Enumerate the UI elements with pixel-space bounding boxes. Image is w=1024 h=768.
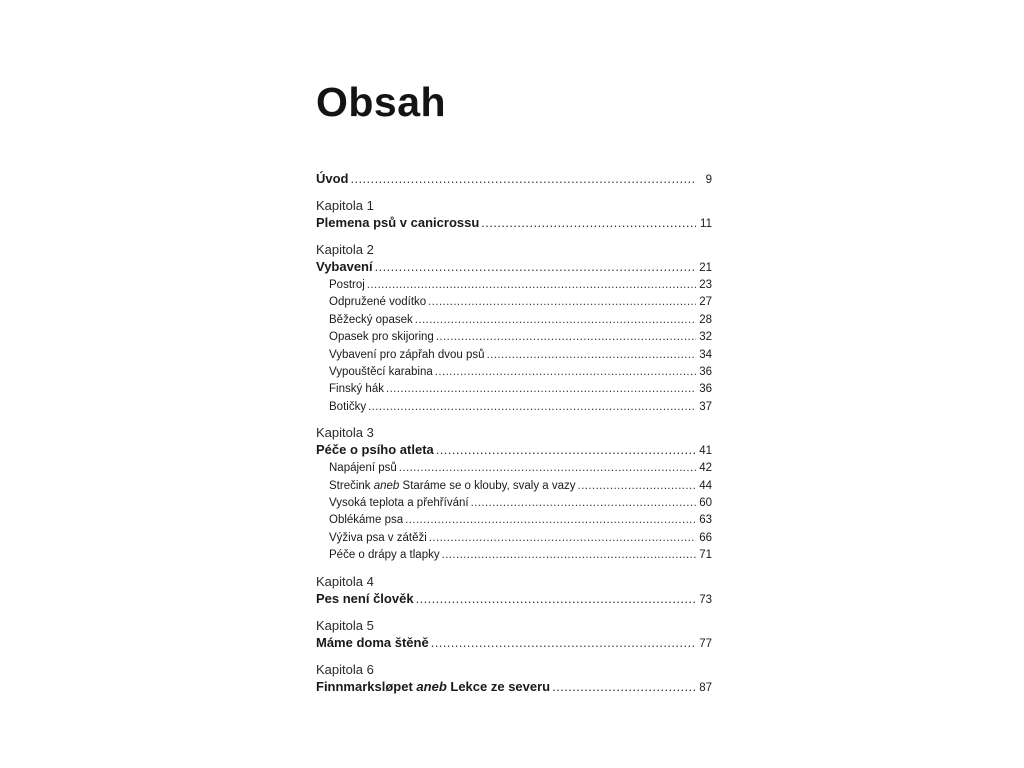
table-of-contents	[316, 170, 712, 697]
title-part: Strečink	[329, 479, 374, 492]
toc-entry-title: Běžecký opasek	[329, 313, 413, 326]
toc-chapter-2	[316, 241, 712, 416]
toc-entry-chapter[interactable]	[316, 590, 712, 609]
dot-leader	[351, 170, 697, 188]
toc-entry-title: Vybavení	[316, 259, 373, 274]
dot-leader	[386, 381, 696, 398]
toc-entry-section[interactable]	[316, 399, 712, 416]
toc-entry-section[interactable]	[316, 495, 712, 512]
toc-page-number: 87	[699, 681, 712, 694]
toc-entry-chapter[interactable]	[316, 441, 712, 460]
toc-page-number: 60	[699, 497, 712, 510]
toc-page-number: 36	[699, 366, 712, 379]
dot-leader	[436, 441, 696, 459]
toc-entry-title: Postroj	[329, 279, 365, 291]
dot-leader	[415, 312, 696, 329]
toc-entry-section[interactable]	[316, 294, 712, 311]
toc-page-number: 27	[699, 296, 712, 309]
dot-leader	[368, 399, 696, 416]
toc-page-number: 42	[699, 462, 712, 475]
title-part: Lekce ze severu	[446, 678, 551, 694]
chapter-label: Kapitola 4	[316, 573, 374, 589]
dot-leader	[431, 634, 696, 652]
toc-entry-section[interactable]	[316, 512, 712, 529]
toc-entry-section[interactable]	[316, 277, 712, 294]
toc-page-number: 41	[699, 445, 712, 458]
toc-entry-title	[329, 478, 576, 495]
toc-page-number: 77	[699, 637, 712, 650]
dot-leader	[367, 277, 696, 294]
title-emphasis: aneb	[373, 479, 400, 492]
toc-chapter-5	[316, 617, 712, 653]
toc-entry-title: Úvod	[316, 171, 349, 186]
page-title: Obsah	[316, 79, 447, 125]
dot-leader	[429, 530, 696, 547]
toc-entry-title: Pes není člověk	[316, 590, 414, 606]
dot-leader	[435, 364, 696, 381]
toc-page-number: 73	[699, 593, 712, 606]
toc-page-number: 23	[699, 279, 712, 291]
toc-entry-title: Napájení psů	[329, 462, 397, 475]
toc-entry-title: Máme doma štěně	[316, 634, 429, 650]
toc-entry-title: Vybavení pro zápřah dvou psů	[329, 348, 485, 361]
toc-entry-title: Oblékáme psa	[329, 514, 404, 527]
toc-entry-title: Opasek pro skijoring	[329, 331, 434, 344]
toc-page-number: 32	[699, 331, 712, 344]
dot-leader	[471, 495, 696, 512]
dot-leader	[552, 678, 696, 696]
toc-entry-section[interactable]	[316, 329, 712, 346]
title-part: Finnmarksløpet	[316, 678, 417, 694]
toc-entry-title: Odpružené vodítko	[329, 296, 427, 309]
dot-leader	[405, 512, 696, 529]
dot-leader	[578, 478, 696, 495]
toc-page-number: 66	[699, 531, 712, 544]
toc-chapter-4	[316, 573, 712, 609]
toc-page-number: 44	[699, 479, 712, 492]
toc-chapter-6	[316, 661, 712, 697]
toc-entry-section[interactable]	[316, 530, 712, 547]
toc-entry-section[interactable]	[316, 381, 712, 398]
chapter-label: Kapitola 2	[316, 242, 374, 257]
dot-leader	[399, 460, 696, 477]
toc-entry-title: Péče o psího atleta	[316, 442, 434, 458]
toc-page-number: 11	[700, 218, 712, 230]
toc-page-number: 9	[705, 174, 712, 186]
toc-entry-chapter[interactable]	[316, 258, 712, 277]
toc-page-number: 21	[699, 262, 712, 274]
chapter-label: Kapitola 1	[316, 198, 374, 213]
toc-entry-title: Vysoká teplota a přehřívání	[329, 497, 469, 510]
toc-entry-chapter[interactable]	[316, 214, 712, 233]
toc-entry-section[interactable]	[316, 347, 712, 364]
toc-entry-chapter[interactable]	[316, 678, 712, 697]
toc-page-number: 63	[699, 514, 712, 527]
dot-leader	[436, 329, 696, 346]
toc-intro	[316, 170, 712, 189]
toc-entry-section[interactable]	[316, 364, 712, 381]
toc-page	[316, 78, 712, 705]
toc-entry-title: Péče o drápy a tlapky	[329, 549, 440, 562]
dot-leader	[442, 547, 696, 564]
dot-leader	[416, 590, 696, 608]
title-part: Staráme se o klouby, svaly a vazy	[399, 479, 576, 492]
toc-page-number: 36	[699, 383, 712, 396]
dot-leader	[487, 347, 696, 364]
toc-entry-title: Výživa psa v zátěži	[329, 531, 427, 544]
toc-page-number: 34	[699, 348, 712, 361]
dot-leader	[375, 258, 696, 276]
toc-entry-section[interactable]	[316, 478, 712, 495]
toc-chapter-3	[316, 424, 712, 564]
toc-page-number: 28	[699, 313, 712, 326]
toc-entry-chapter[interactable]	[316, 634, 712, 653]
toc-chapter-1	[316, 197, 712, 233]
toc-page-number: 71	[699, 549, 712, 562]
toc-entry-title: Finský hák	[329, 383, 384, 396]
toc-entry-title	[316, 678, 550, 696]
chapter-label: Kapitola 6	[316, 661, 374, 677]
toc-entry-title: Plemena psů v canicrossu	[316, 215, 480, 230]
chapter-label: Kapitola 3	[316, 425, 374, 441]
toc-page-number: 37	[699, 400, 712, 413]
toc-entry-section[interactable]	[316, 460, 712, 477]
title-emphasis: aneb	[416, 678, 447, 694]
dot-leader	[481, 214, 696, 232]
dot-leader	[428, 294, 696, 311]
chapter-label: Kapitola 5	[316, 617, 374, 633]
toc-entry-section[interactable]	[316, 547, 712, 564]
toc-entry-section[interactable]	[316, 312, 712, 329]
toc-entry-title: Vypouštěcí karabina	[329, 366, 433, 379]
toc-entry-intro[interactable]	[316, 170, 712, 189]
toc-entry-title: Botičky	[329, 400, 367, 413]
